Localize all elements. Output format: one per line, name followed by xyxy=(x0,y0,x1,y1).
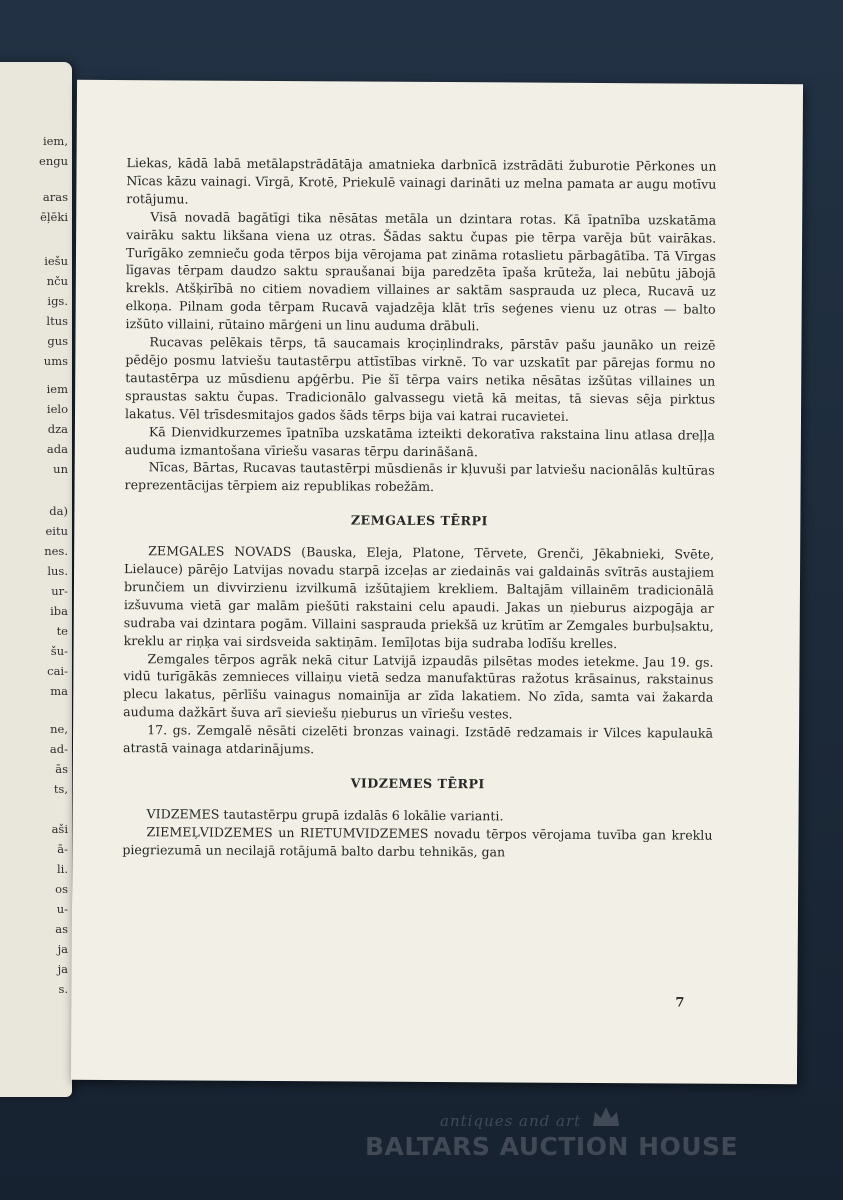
left-page-fragment: li. xyxy=(56,862,68,876)
left-page-fragment: aras xyxy=(42,190,68,204)
left-page-fragment: ma xyxy=(50,684,68,698)
left-page-fragment: iba xyxy=(50,604,68,618)
left-page-fragment: nes. xyxy=(44,544,68,558)
left-page-fragment: ēļēki xyxy=(40,210,68,224)
left-page-fragment: da) xyxy=(49,504,68,518)
left-page-fragment: aši xyxy=(51,822,68,836)
left-page-fragment: ās xyxy=(55,762,68,776)
section-heading-vidzeme: VIDZEMES TĒRPI xyxy=(350,775,485,792)
left-page-fragment: ltus xyxy=(46,314,68,328)
left-page-fragment: te xyxy=(56,624,68,638)
left-page-fragment: as xyxy=(55,922,68,936)
paragraph: Visā novadā bagātīgi tika nēsātas metāla un dzintara rotas. Kā īpatnība uzskatāma vairāku saktu likšana viena uz otras. Šādas saktu čupas pie tērpa varēja būt vairākas. Turīgāko zemnieču goda tērpos bija vērojama pat zināma rotaslietu pārbagātība. Tā Vīrgas līgavas tērpam daudzo saktu spraušanai bija paredzēta īpaša krūteža, lai nebūtu jābojā krekls. Atšķirībā no citiem novadiem villaines ar saktām saspraudа uz pleca, Rucavā uz elkoņa. Pilnam goda tērpam Rucavā vajadzēja klāt trīs seģenes vienu uz otras — balto izšūto villaini, rūtaino mārģeni un linu auduma drābuli. xyxy=(125,208,717,334)
paragraph: VIDZEMES tautastērpu grupā izdalās 6 lokālie varianti. xyxy=(146,806,504,824)
left-page-fragment: gus xyxy=(47,334,68,348)
section-heading-zemgale: ZEMGALES TĒRPI xyxy=(350,512,488,529)
left-page-fragment: engu xyxy=(39,154,68,168)
watermark xyxy=(365,1112,765,1161)
paragraph: Kā Dienvidkurzemes īpatnība uzskatāma izteikti dekoratīva rakstaina linu atlasa dreļļa auduma izmantošana vīriešu vasaras tērpu darināšanā. xyxy=(124,423,715,459)
left-page-fragment: iem, xyxy=(42,134,68,148)
left-page-fragment: ā- xyxy=(57,842,68,856)
paragraph: 17. gs. Zemgalē nēsāti cizelēti bronzas vainagi. Izstādē redzamais ir Vilces kapulaukā atrastā vainaga atdarinājums. xyxy=(122,722,714,757)
left-page-fragment: ts, xyxy=(53,782,68,796)
left-page-fragment: ne, xyxy=(50,722,68,736)
left-page-fragment: iem xyxy=(46,382,68,396)
paragraph: ZIEMEĻVIDZEMES un RIETUMVIDZEMES novadu tērpos vērojama tuvība gan kreklu piegriezumā un necilajā rotājumā balto darbu tehnikās, gan xyxy=(122,824,713,860)
left-page-fragment: šu- xyxy=(50,644,68,658)
left-page-fragment: ad- xyxy=(49,742,68,756)
left-page-fragment: s. xyxy=(58,982,68,996)
left-page-fragment: lus. xyxy=(47,564,68,578)
left-page-fragment: ur- xyxy=(51,584,68,598)
left-page-fragment: un xyxy=(53,462,68,476)
paragraph: Rucavas pelēkais tērps, tā saucamais kroc̦iņlindraks, pārstāv pašu jaunāko un reizē pēdējo posmu latviešu tautastērpu attīstības virknē. To var uzskatīt par pārejas formu no tautastērpa uz mūsdienu apģērbu. Pie šī tērpa vairs netika nēsātas izšūtas villaines un spraustas saktu čupas. Tradicionālo galvassegu vietā kā meitas, tā sievas sēja pirktus lakatus. Vēl trīsdesmitajos gados šāds tērps bija vai katrai rucavietei. xyxy=(124,334,716,424)
watermark-tagline: antiques and art xyxy=(440,1112,582,1130)
left-page-fragment: dza xyxy=(47,422,68,436)
book-page xyxy=(71,80,803,1084)
left-page-fragment: ielo xyxy=(46,402,68,416)
paragraph: Nīcas, Bārtas, Rucavas tautastērpi mūsdienās ir kļuvuši par latviešu nacionālās kultūras reprezentācijas tērpiem aiz republikas robežām. xyxy=(124,459,715,495)
left-page-fragment: ja xyxy=(57,962,68,976)
left-page-fragment: os xyxy=(55,882,68,896)
watermark-name: BALTARS AUCTION HOUSE xyxy=(365,1132,739,1161)
left-page-fragment: cai- xyxy=(47,664,68,678)
left-page-edge xyxy=(0,62,72,1097)
page-number: 7 xyxy=(675,995,685,1011)
paragraph: Liekas, kādā labā metālapstrādātāja amatnieka darbnīcā izstrādāti žuburotie Pērkones un Nīcas kāzu vainagi. Vīrgā, Krotē, Priekulē vainagi darināti uz melna pamata ar augu motīvu rotājumu. xyxy=(126,155,717,207)
crown-icon xyxy=(590,1104,622,1130)
left-page-fragment: eitu xyxy=(45,524,68,538)
paragraph: Zemgales tērpos agrāk nekā citur Latvijā izpaudās pilsētas modes ietekme. Jau 19. gs. vidū turīgākās zemnieces villaiņu vietā sedza manufaktūras ražotus krāsainus, rakstainus plecu lakatus, pērlīšu vainagus nomainīja ar zīda lakatiem. No zīda, samta vai žakarda auduma dažkārt šuva arī sieviešu ņieburus un vīriešu vestes. xyxy=(123,650,714,722)
left-page-fragment: ja xyxy=(57,942,68,956)
paragraph: ZEMGALES NOVADS (Bauska, Eleja, Platone, Tērvete, Grenči, Jēkabnieki, Svēte, Lielauce) pārējo Latvijas novadu starpā izceļas ar ziedainās vai galdainās svītrās austajiem brunčiem un divvirzienu izvilkumā izšūtajiem krekliem. Baltajām villainēm tradicionālā izšuvuma vietā gar malām piešūti rakstaini celu apaudi. Jakas un ņieburus aizpogāja ar sudraba vai dzintara pogām. Villaini saspraudа priekšā uz krūtīm ar Zemgales burbuļsaktu, kreklu ar riņķa vai sirdsveida saktiņām. Iemīļotas bija sudraba lodīšu krelles. xyxy=(123,543,715,651)
left-page-fragment: ada xyxy=(46,442,68,456)
left-page-fragment: u- xyxy=(56,902,68,916)
page-text xyxy=(122,154,716,862)
left-page-fragment: igs. xyxy=(47,294,68,308)
left-page-fragment: iešu xyxy=(44,254,68,268)
left-page-fragment: ums xyxy=(43,354,68,368)
left-page-fragment: nču xyxy=(46,274,68,288)
